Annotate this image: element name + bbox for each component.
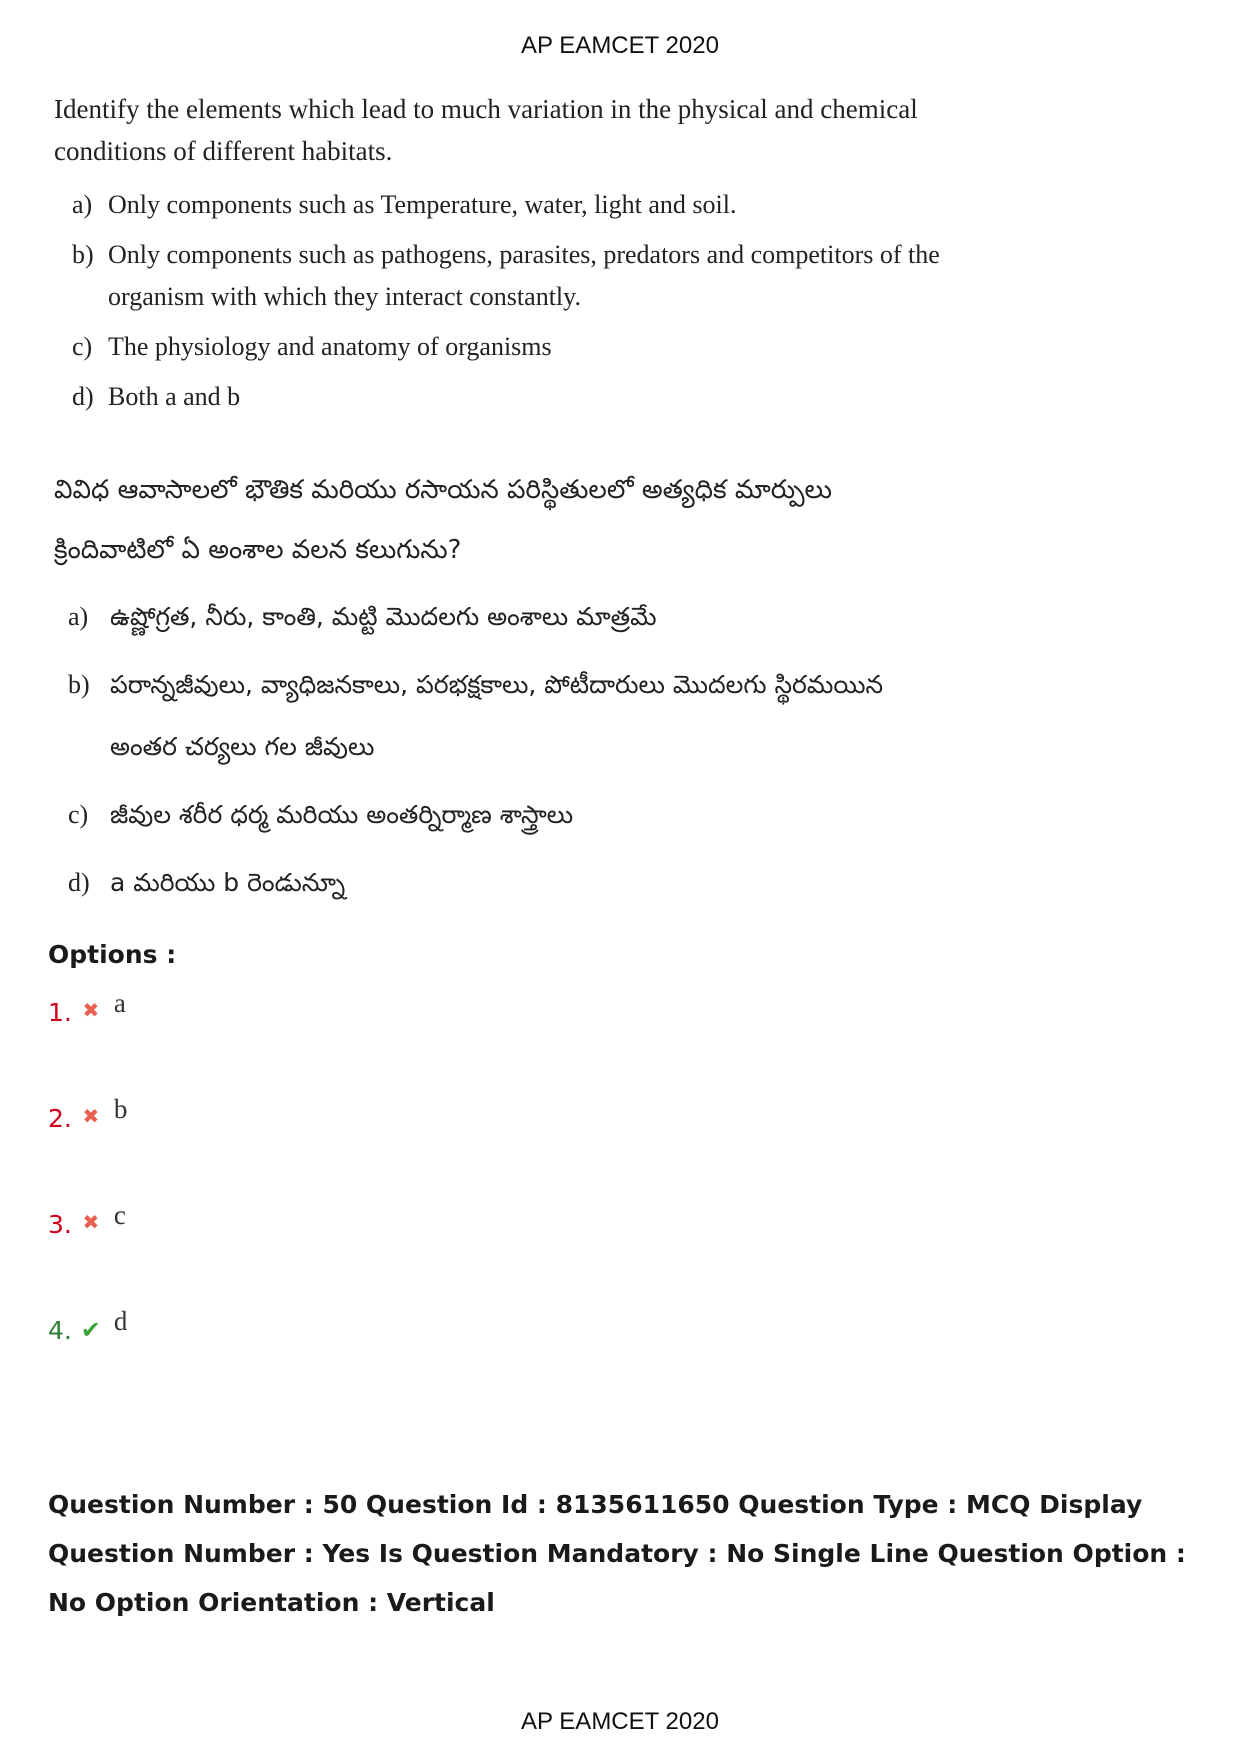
answer-choice-3 — [48, 1200, 126, 1239]
question-stem-telugu: వివిధ ఆవాసాలలో భౌతిక మరియు రసాయన పరిస్థితులలో అత్యధిక మార్పులు క్రిందివాటిలో ఏ అంశాల వలన కలుగును? — [54, 475, 832, 565]
option-label: b) — [72, 240, 94, 269]
wrong-mark-icon: ✖ — [82, 998, 100, 1022]
answer-choice-4 — [48, 1306, 127, 1345]
answer-choice-1 — [48, 988, 126, 1027]
english-option-list — [54, 184, 954, 418]
option-label: b) — [68, 670, 90, 699]
options-heading: Options : — [48, 940, 177, 969]
telugu-option-b — [68, 654, 954, 778]
telugu-option-d — [68, 852, 954, 914]
question-stem-english: Identify the elements which lead to much variation in the physical and chemical conditions of different habitats. — [54, 94, 918, 166]
option-text: Only components such as Temperature, water, light and soil. — [108, 190, 737, 219]
english-option-a — [72, 184, 954, 226]
option-label: c) — [68, 800, 89, 829]
option-label: a) — [72, 190, 93, 219]
option-text: పరాన్నజీవులు, వ్యాధిజనకాలు, పరభక్షకాలు, పోటీదారులు మొదలగు స్థిరమయిన అంతర చర్యలు గల జీవులు — [110, 670, 884, 761]
option-text: ఉష్ణోగ్రత, నీరు, కాంతి, మట్టి మొదలగు అంశాలు మాత్రమే — [110, 602, 657, 631]
option-text: Only components such as pathogens, parasites, predators and competitors of the organism with which they interact constantly. — [108, 240, 940, 311]
choice-value: b — [113, 1094, 128, 1124]
english-option-d — [72, 376, 954, 418]
telugu-option-a — [68, 586, 954, 648]
choice-value: c — [113, 1200, 126, 1230]
page-footer: AP EAMCET 2020 — [521, 1708, 719, 1735]
option-label: d) — [68, 868, 90, 897]
choice-number: 2. — [48, 1104, 72, 1133]
choice-number: 1. — [48, 998, 72, 1027]
option-label: a) — [68, 602, 89, 631]
telugu-option-c — [68, 784, 954, 846]
page-header: AP EAMCET 2020 — [521, 32, 719, 59]
option-label: d) — [72, 382, 94, 411]
option-text: a మరియు b రెండున్నూ — [110, 868, 346, 897]
telugu-question-block — [54, 460, 954, 914]
choice-number: 4. — [48, 1316, 72, 1345]
choice-number: 3. — [48, 1210, 72, 1239]
answer-choice-2 — [48, 1094, 127, 1133]
question-metadata: Question Number : 50 Question Id : 8135611650 Question Type : MCQ Display Question Number : Yes Is Question Mandatory : No Single Line Question Option : No Option Orientation : Vertical — [48, 1490, 1186, 1617]
choice-value: d — [113, 1306, 128, 1336]
option-text: జీవుల శరీర ధర్మ మరియు అంతర్నిర్మాణ శాస్త్రాలు — [110, 800, 574, 829]
question-image — [54, 88, 954, 920]
english-option-b — [72, 234, 954, 318]
english-option-c — [72, 326, 954, 368]
check-mark-icon: ✔ — [80, 1316, 101, 1344]
wrong-mark-icon: ✖ — [82, 1104, 100, 1128]
option-text: The physiology and anatomy of organisms — [108, 332, 552, 361]
choice-value: a — [113, 988, 126, 1018]
wrong-mark-icon: ✖ — [82, 1210, 100, 1234]
option-text: Both a and b — [108, 382, 241, 411]
option-label: c) — [72, 332, 93, 361]
